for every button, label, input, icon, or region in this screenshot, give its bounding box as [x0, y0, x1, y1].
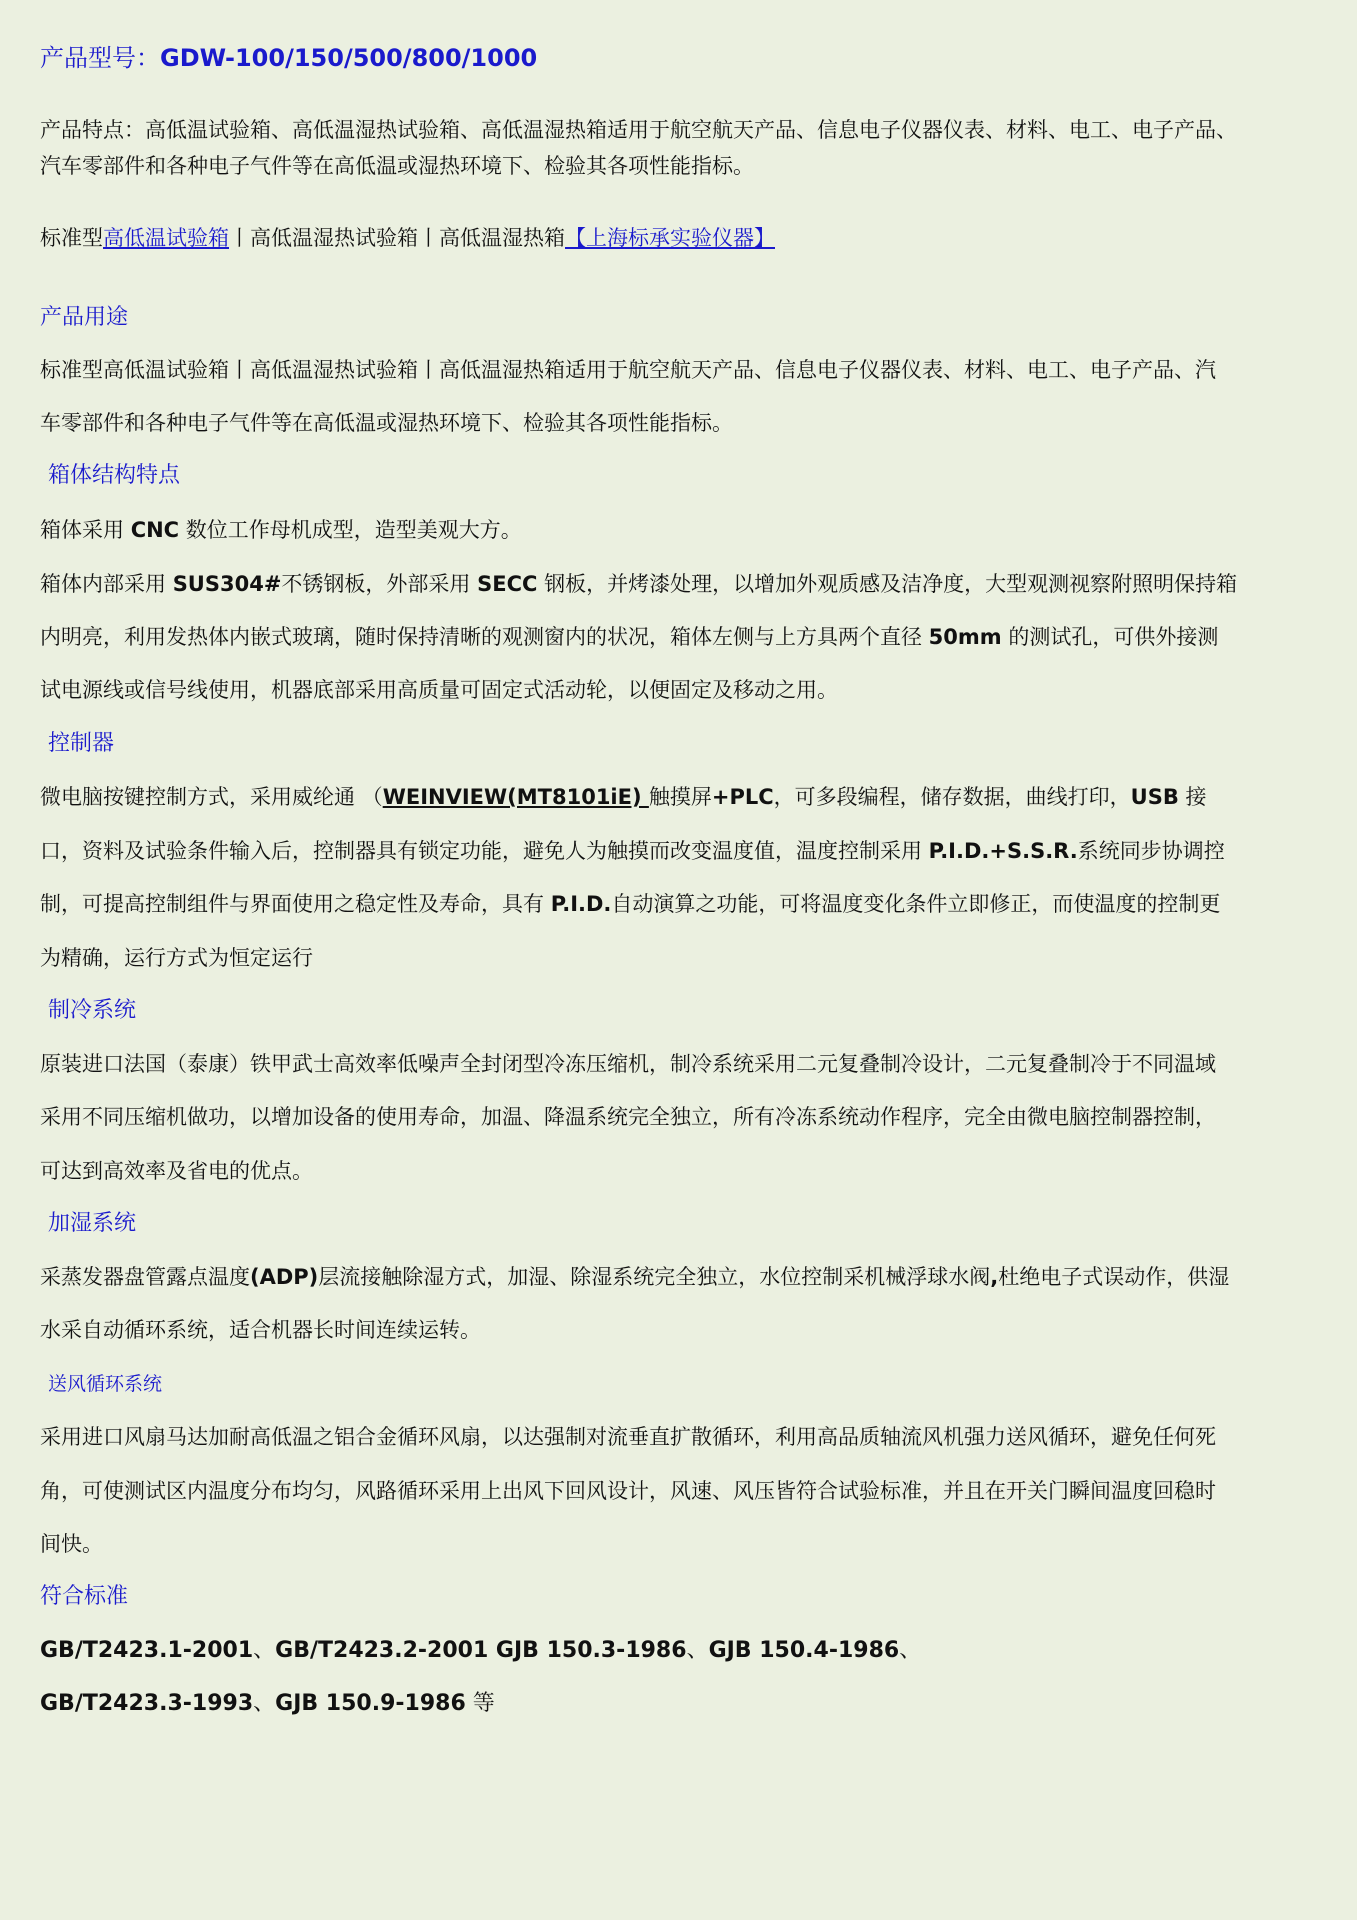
controller-line-3 — [40, 886, 1220, 922]
text-span-bold: GJB 150.9-1986 — [275, 1691, 466, 1716]
refrigeration-line-1: 原装进口法国（泰康）铁甲武士高效率低噪声全封闭型冷冻压缩机，制冷系统采用二元复叠制冷设计，二元复叠制冷于不同温域 — [40, 1052, 1216, 1076]
text-span: 不锈钢板，外部采用 — [281, 572, 478, 596]
features-line-2: 汽车零部件和各种电子气件等在高低温或湿热环境下、检验其各项性能指标。 — [40, 154, 754, 178]
product-model-label: 产品型号： — [40, 44, 160, 72]
links-prefix: 标准型 — [40, 226, 103, 250]
product-model-code: GDW-100/150/500/800/1000 — [160, 44, 538, 72]
usage-heading: 产品用途 — [40, 305, 129, 330]
text-span: 的测试孔，可供外接测 — [1001, 625, 1219, 649]
refrigeration-line-3: 可达到高效率及省电的优点。 — [40, 1159, 313, 1183]
text-span-bold: SUS304# — [172, 572, 282, 596]
controller-line-2 — [40, 833, 1225, 869]
refrigeration-heading: 制冷系统 — [48, 998, 137, 1023]
links-line — [40, 220, 775, 256]
text-span-bold: WEINVIEW(MT8101iE) — [382, 785, 649, 809]
text-span-bold: (ADP) — [250, 1265, 319, 1289]
structure-line-3 — [40, 619, 1218, 655]
text-span-bold: GB/T2423.3-1993 — [40, 1691, 254, 1716]
link-high-low-temp-chamber[interactable]: 高低温试验箱 — [103, 226, 229, 250]
structure-line-1 — [40, 512, 522, 548]
text-span: 采蒸发器盘管露点温度 — [40, 1265, 250, 1289]
text-span: 箱体采用 — [40, 518, 131, 542]
airflow-line-2: 角，可使测试区内温度分布均匀，风路循环采用上出风下回风设计，风速、风压皆符合试验标准，并且在开关门瞬间温度回稳时 — [40, 1479, 1216, 1503]
structure-heading: 箱体结构特点 — [48, 463, 181, 488]
features-line-1: 产品特点：高低温试验箱、高低温湿热试验箱、高低温湿热箱适用于航空航天产品、信息电子仪器仪表、材料、电工、电子产品、 — [40, 118, 1237, 142]
text-span-bold: USB — [1130, 785, 1179, 809]
standards-heading: 符合标准 — [40, 1584, 129, 1609]
text-span: 系统同步协调控 — [1077, 839, 1225, 863]
text-span: 自动演算之功能，可将温度变化条件立即修正，而使温度的控制更 — [611, 892, 1221, 916]
humidify-line-2: 水采自动循环系统，适合机器长时间连续运转。 — [40, 1318, 481, 1342]
text-span: 触摸屏 — [648, 785, 712, 809]
airflow-line-3: 间快。 — [40, 1532, 103, 1556]
text-span-bold: SECC — [477, 572, 538, 596]
text-span: 等 — [465, 1691, 495, 1716]
text-span-bold: P.I.D.+S.S.R. — [928, 839, 1078, 863]
airflow-heading: 送风循环系统 — [48, 1373, 163, 1395]
airflow-line-1: 采用进口风扇马达加耐高低温之铝合金循环风扇，以达强制对流垂直扩散循环，利用高品质轴流风机强力送风循环，避免任何死 — [40, 1425, 1216, 1449]
text-span-bold: , — [990, 1265, 999, 1289]
text-span: ，可多段编程，储存数据，曲线打印， — [773, 785, 1131, 809]
text-span: 杜绝电子式误动作，供湿 — [998, 1265, 1230, 1289]
usage-line-2: 车零部件和各种电子气件等在高低温或湿热环境下、检验其各项性能指标。 — [40, 411, 733, 435]
text-span: 数位工作母机成型，造型美观大方。 — [179, 518, 522, 542]
text-span-bold: GJB 150.4-1986 — [708, 1638, 900, 1663]
structure-line-2 — [40, 566, 1237, 602]
text-span: 内明亮，利用发热体内嵌式玻璃，随时保持清晰的观测窗内的状况，箱体左侧与上方具两个直径 — [40, 625, 929, 649]
text-span-bold: 50mm — [928, 625, 1002, 649]
text-span-bold: CNC — [130, 518, 180, 542]
product-model — [40, 40, 537, 76]
text-span: 接 — [1178, 785, 1207, 809]
link-shanghai-biaocheng[interactable]: 【上海标承实验仪器】 — [565, 226, 775, 250]
humidify-line-1 — [40, 1259, 1229, 1295]
text-span-bold: P.I.D. — [550, 892, 612, 916]
refrigeration-line-2: 采用不同压缩机做功，以增加设备的使用寿命，加温、降温系统完全独立，所有冷冻系统动作程序，完全由微电脑控制器控制， — [40, 1105, 1216, 1129]
text-span: 、 — [899, 1638, 922, 1663]
controller-line-4: 为精确，运行方式为恒定运行 — [40, 946, 313, 970]
usage-line-1: 标准型高低温试验箱丨高低温湿热试验箱丨高低温湿热箱适用于航空航天产品、信息电子仪器仪表、材料、电工、电子产品、汽 — [40, 358, 1216, 382]
structure-line-4: 试电源线或信号线使用，机器底部采用高质量可固定式活动轮，以便固定及移动之用。 — [40, 678, 838, 702]
text-span: 、 — [253, 1638, 276, 1663]
text-span-bold: GB/T2423.2-2001 GJB 150.3-1986 — [275, 1638, 687, 1663]
humidify-heading: 加湿系统 — [48, 1211, 137, 1236]
text-span-bold: +PLC — [711, 785, 774, 809]
text-span: 、 — [253, 1691, 276, 1716]
text-span: 、 — [686, 1638, 709, 1663]
text-span: 层流接触除湿方式，加湿、除湿系统完全独立，水位控制采机械浮球水阀 — [318, 1265, 991, 1289]
links-middle: 丨高低温湿热试验箱丨高低温湿热箱 — [229, 226, 565, 250]
standards-line-2 — [40, 1686, 495, 1722]
text-span: 制，可提高控制组件与界面使用之稳定性及寿命，具有 — [40, 892, 551, 916]
text-span-bold: GB/T2423.1-2001 — [40, 1638, 254, 1663]
standards-line-1 — [40, 1633, 921, 1669]
text-span: 箱体内部采用 — [40, 572, 173, 596]
controller-heading: 控制器 — [48, 731, 115, 756]
text-span: 钢板，并烤漆处理，以增加外观质感及洁净度，大型观测视察附照明保持箱 — [537, 572, 1238, 596]
controller-line-1 — [40, 779, 1207, 815]
text-span: 微电脑按键控制方式，采用威纶通 （ — [40, 785, 383, 809]
text-span: 口，资料及试验条件输入后，控制器具有锁定功能，避免人为触摸而改变温度值，温度控制采用 — [40, 839, 929, 863]
